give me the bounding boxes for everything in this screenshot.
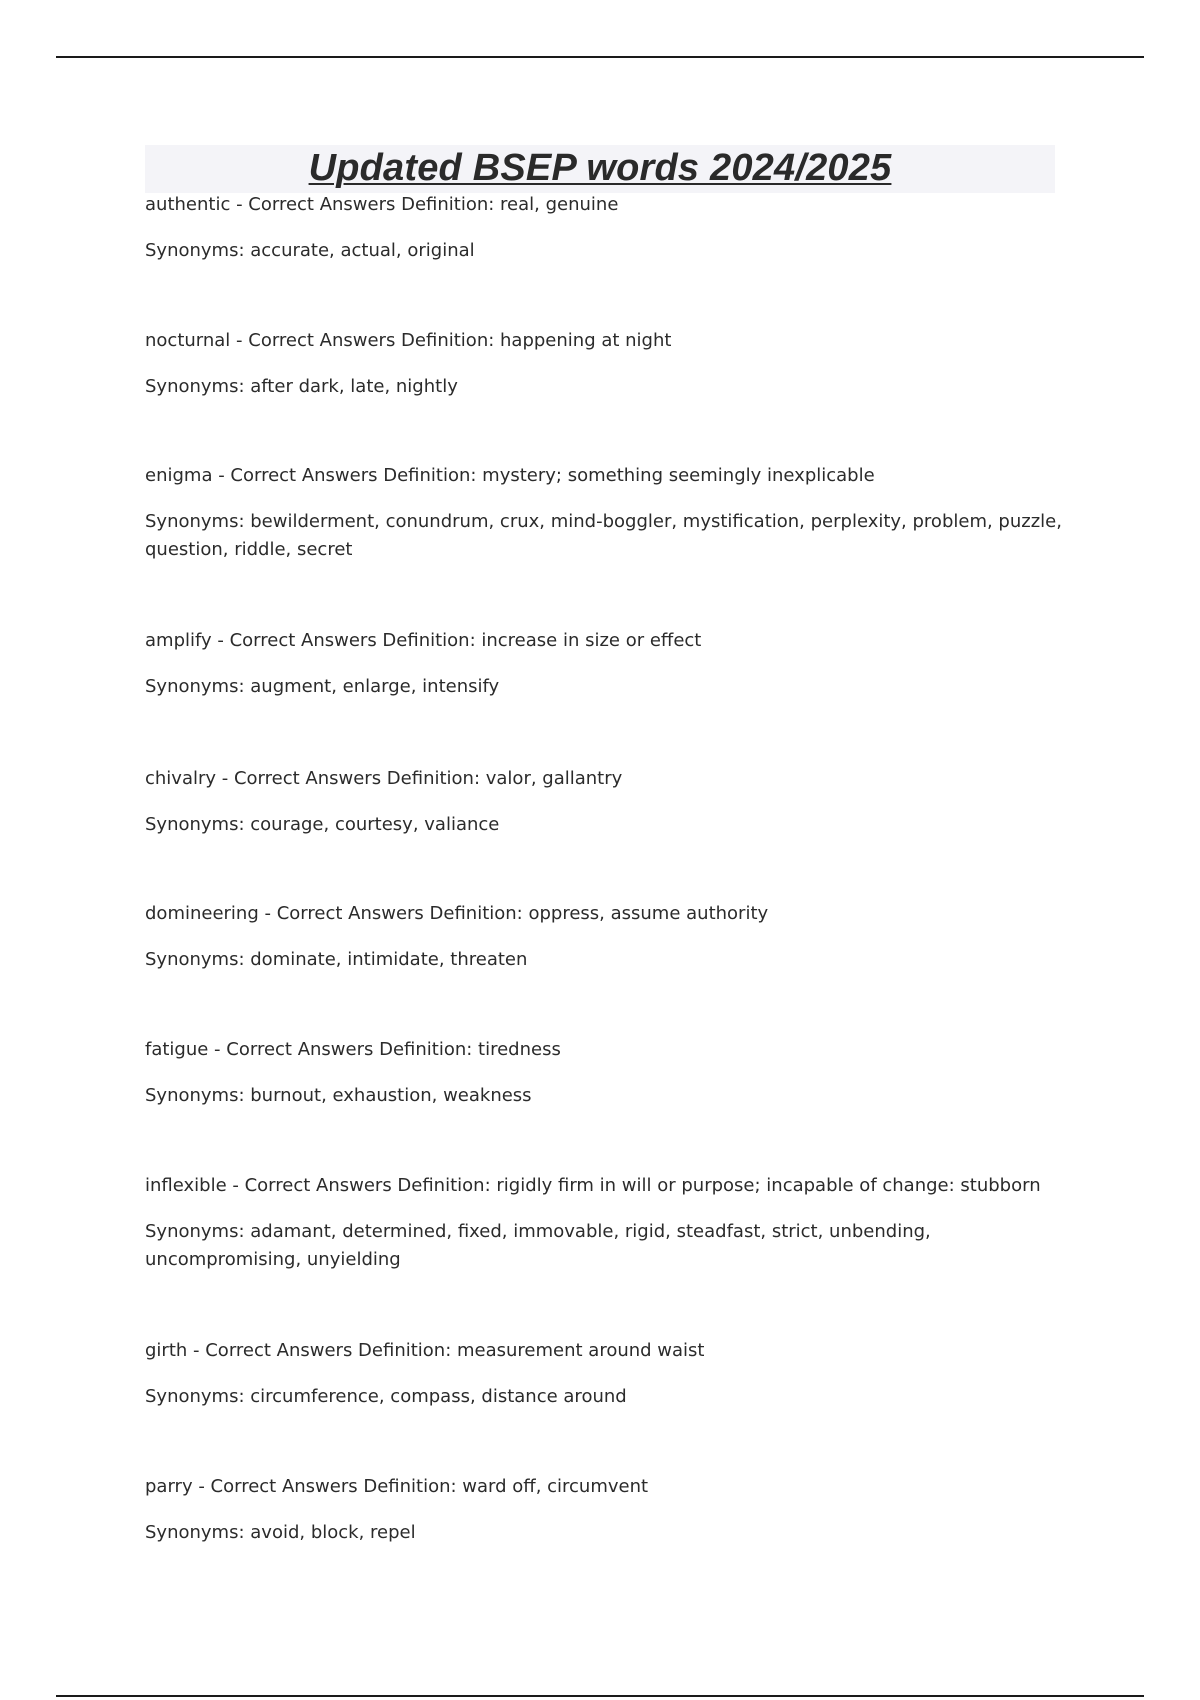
- vocab-entry-authentic: [145, 191, 1065, 265]
- entry-synonyms: Synonyms: augment, enlarge, intensify: [145, 676, 500, 697]
- entry-definition: enigma - Correct Answers Definition: mystery; something seemingly inexplicable: [145, 465, 875, 486]
- entry-synonyms: Synonyms: dominate, intimidate, threaten: [145, 949, 528, 970]
- entry-definition: amplify - Correct Answers Definition: increase in size or effect: [145, 630, 702, 651]
- vocab-entry-nocturnal: [145, 327, 1065, 401]
- vocab-entry-domineering: [145, 900, 1065, 974]
- vocab-entry-amplify: [145, 627, 1065, 701]
- bottom-divider: [56, 1695, 1144, 1697]
- page-title: Updated BSEP words 2024/2025: [308, 147, 892, 189]
- entry-definition: parry - Correct Answers Definition: ward off, circumvent: [145, 1476, 649, 1497]
- entry-definition: authentic - Correct Answers Definition: real, genuine: [145, 194, 619, 215]
- entry-synonyms: Synonyms: adamant, determined, fixed, immovable, rigid, steadfast, strict, unbending, uncompromising, unyielding: [145, 1221, 931, 1270]
- entry-synonyms: Synonyms: accurate, actual, original: [145, 240, 475, 261]
- entry-synonyms: Synonyms: avoid, block, repel: [145, 1522, 416, 1543]
- entry-definition: domineering - Correct Answers Definition: oppress, assume authority: [145, 903, 769, 924]
- entry-definition: inflexible - Correct Answers Definition: rigidly firm in will or purpose; incapable of change: stubborn: [145, 1175, 1041, 1196]
- entry-definition: fatigue - Correct Answers Definition: tiredness: [145, 1039, 561, 1060]
- entry-definition: nocturnal - Correct Answers Definition: happening at night: [145, 330, 672, 351]
- entry-definition: chivalry - Correct Answers Definition: valor, gallantry: [145, 768, 623, 789]
- entry-definition: girth - Correct Answers Definition: measurement around waist: [145, 1340, 705, 1361]
- vocab-entry-chivalry: [145, 765, 1065, 839]
- entry-synonyms: Synonyms: burnout, exhaustion, weakness: [145, 1085, 532, 1106]
- vocab-entry-enigma: [145, 462, 1065, 564]
- entry-synonyms: Synonyms: bewilderment, conundrum, crux, mind-boggler, mystification, perplexity, problem, puzzle, question, riddle, secret: [145, 511, 1062, 560]
- entry-synonyms: Synonyms: courage, courtesy, valiance: [145, 814, 500, 835]
- vocab-entry-girth: [145, 1337, 1065, 1411]
- vocab-entry-inflexible: [145, 1172, 1065, 1274]
- vocab-entry-parry: [145, 1473, 1065, 1547]
- top-divider: [56, 56, 1144, 58]
- vocab-entry-fatigue: [145, 1036, 1065, 1110]
- entry-synonyms: Synonyms: circumference, compass, distance around: [145, 1386, 627, 1407]
- entry-synonyms: Synonyms: after dark, late, nightly: [145, 376, 458, 397]
